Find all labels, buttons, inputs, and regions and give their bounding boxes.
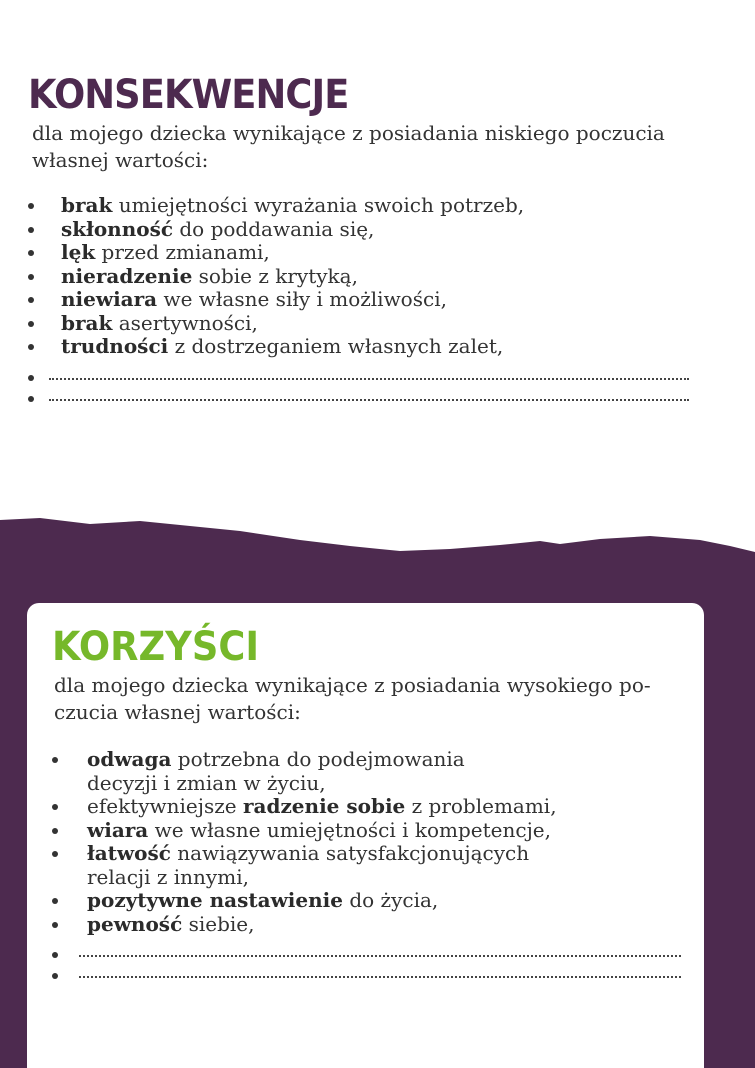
list-item: skłonność do poddawania się, [28,218,728,242]
bullet-icon [52,922,58,928]
bullet-icon [28,227,34,233]
bullet-icon [52,898,58,904]
bullet-icon [28,203,34,209]
benefits-list [52,748,692,978]
list-item: niewiara we własne siły i możliwości, [28,288,728,312]
blank-line-item[interactable] [52,940,692,957]
bullet-icon [52,973,58,979]
blank-line-item[interactable] [28,363,728,380]
benefits-section [52,622,692,978]
list-item: wiara we własne umiejętności i kompetencje, [52,819,692,843]
blank-line-item[interactable] [52,961,692,978]
dotted-fill-line[interactable] [49,363,689,380]
bullet-icon [52,804,58,810]
consequences-list [28,194,728,401]
benefits-title: KORZYŚCI [52,624,260,670]
dotted-fill-line[interactable] [79,940,681,957]
benefits-intro: dla mojego dziecka wynikające z posiadania wysokiego po-czucia własnej wartości: [54,673,651,724]
bullet-icon [28,321,34,327]
bullet-icon [28,396,34,402]
list-item: odwaga potrzebna do podejmowania decyzji i zmian w życiu, [52,748,507,795]
bullet-icon [52,851,58,857]
bullet-icon [28,344,34,350]
list-item: trudności z dostrzeganiem własnych zalet, [28,335,728,359]
list-item: pozytywne nastawienie do życia, [52,889,692,913]
list-item: lęk przed zmianami, [28,241,728,265]
list-item: efektywniejsze radzenie sobie z problemami, [52,795,692,819]
bullet-icon [52,828,58,834]
bullet-icon [52,757,58,763]
list-item: nieradzenie sobie z krytyką, [28,265,728,289]
bullet-icon [28,274,34,280]
bullet-icon [28,375,34,381]
consequences-title: KONSEKWENCJE [28,72,349,118]
bullet-icon [28,297,34,303]
list-item: łatwość nawiązywania satysfakcjonujących relacji z innymi, [52,842,567,889]
blank-line-item[interactable] [28,384,728,401]
list-item: brak asertywności, [28,312,728,336]
consequences-intro: dla mojego dziecka wynikające z posiadania niskiego poczucia własnej wartości: [32,121,665,172]
dotted-fill-line[interactable] [49,384,689,401]
consequences-section [28,70,728,401]
dotted-fill-line[interactable] [79,961,681,978]
bullet-icon [28,250,34,256]
list-item: brak umiejętności wyrażania swoich potrzeb, [28,194,728,218]
bullet-icon [52,952,58,958]
list-item: pewność siebie, [52,913,692,937]
